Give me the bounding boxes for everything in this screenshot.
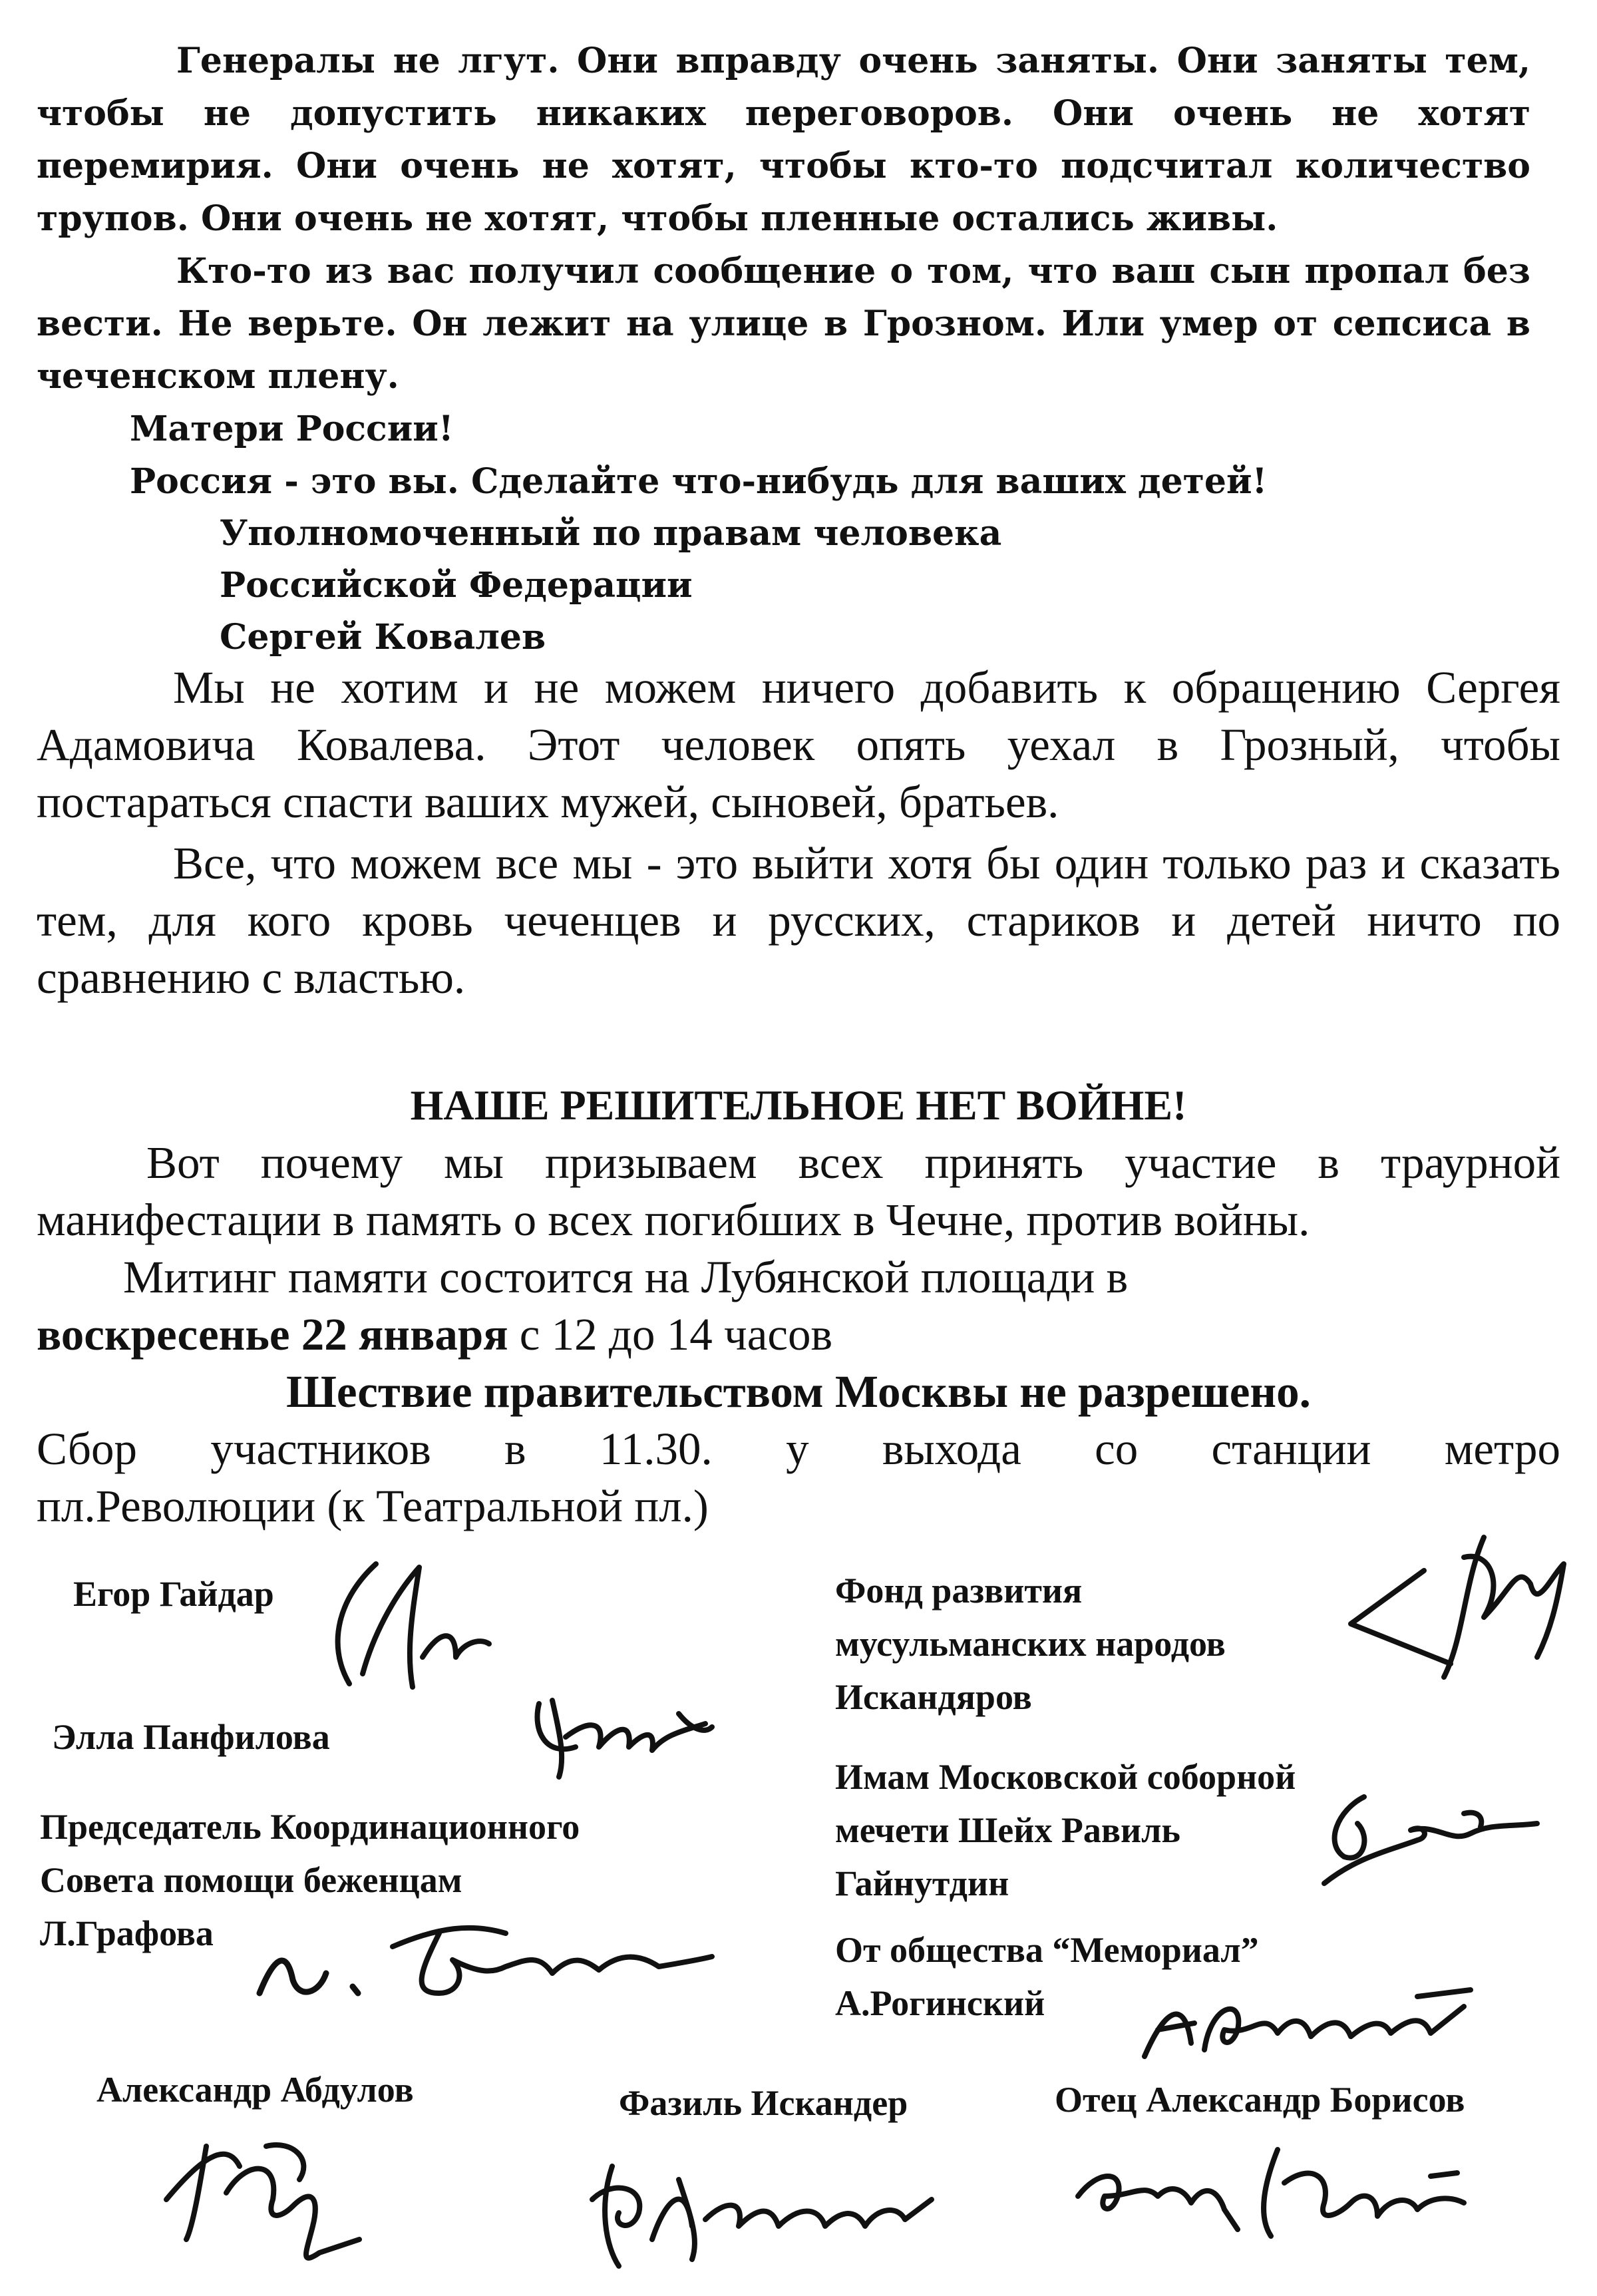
signature-borisov <box>1058 2123 1497 2249</box>
grafova-title-line-2: Совета помощи беженцам <box>40 1860 462 1900</box>
signatory-iskander: Фазиль Искандер <box>619 2083 908 2123</box>
signatory-gainutdin: Гайнутдин <box>835 1863 1009 1903</box>
meeting-place-line: Митинг памяти состоится на Лубянской площади в <box>123 1252 1129 1302</box>
no-war-heading: НАШЕ РЕШИТЕЛЬНОЕ НЕТ ВОЙНЕ! <box>410 1081 1187 1129</box>
meeting-time: с 12 до 14 часов <box>519 1309 833 1360</box>
meeting-date-line <box>37 1306 1560 1363</box>
main-appeal-continued <box>37 1077 1560 1535</box>
iskandyarov-title-line-1: Фонд развития <box>835 1571 1083 1611</box>
signature-gaidar <box>313 1551 552 1704</box>
appeal-paragraph-generals: Генералы не лгут. Они вправду очень заняты. Они заняты тем, чтобы не допустить никаких переговоров. Они очень не хотят перемирия. Они очень не хотят, чтобы кто-то подсчитал количество трупов. Они очень не хотят, чтобы пленные остались живы. <box>37 41 1530 239</box>
body-paragraph-call: Вот почему мы призываем всех принять участие в траурной манифестации в память о всех погибших в Чечне, против войны. <box>37 1137 1560 1245</box>
signatory-iskandyarov: Искандяров <box>835 1677 1032 1717</box>
signature-iskandyarov <box>1337 1524 1577 1697</box>
body-paragraph-what-we-can: Все, что можем все мы - это выйти хотя бы один только раз и сказать тем, для кого кровь чеченцев и русских, стариков и детей ничто по сравнению с властью. <box>37 838 1560 1003</box>
appeal-paragraph-missing-sons: Кто-то из вас получил сообщение о том, что ваш сын пропал без вести. Не верьте. Он лежит на улице в Грозном. Или умер от сепсиса в чеченском плену. <box>37 251 1530 397</box>
signatory-pamfilova: Элла Панфилова <box>52 1717 330 1757</box>
march-notice: Шествие правительством Москвы не разрешено. <box>286 1366 1311 1417</box>
gathering-line-1: Сбор участников в 11.30. у выхода со станции метро <box>37 1424 1560 1474</box>
author-title-line-1: Уполномоченный по правам человека <box>220 513 1002 554</box>
iskandyarov-title-line-2: мусульманских народов <box>835 1624 1226 1664</box>
signatory-grafova: Л.Графова <box>40 1913 214 1953</box>
signatory-borisov: Отец Александр Борисов <box>1055 2080 1465 2120</box>
signature-iskander <box>572 2140 945 2273</box>
signature-grafova <box>240 1893 719 2026</box>
gainutdin-title-line-1: Имам Московской соборной <box>835 1757 1296 1797</box>
author-name: Сергей Ковалев <box>220 617 546 658</box>
signatory-abdulov: Александр Абдулов <box>96 2070 414 2110</box>
signatory-roginsky: А.Рогинский <box>835 1983 1045 2023</box>
appeal-russia-line: Россия - это вы. Сделайте что-нибудь для ваших детей! <box>130 461 1268 502</box>
body-paragraph-kovalev: Мы не хотим и не можем ничего добавить к обращению Сергея Адамовича Ковалева. Этот человек опять уехал в Грозный, чтобы постараться спасти ваших мужей, сыновей, братьев. <box>37 662 1560 827</box>
grafova-title-line-1: Председатель Координационного <box>40 1807 580 1847</box>
signature-abdulov <box>146 2120 386 2273</box>
roginsky-title-line-1: От общества “Мемориал” <box>835 1930 1259 1970</box>
signature-gainutdin <box>1298 1777 1550 1903</box>
signatory-gaidar: Егор Гайдар <box>73 1574 274 1614</box>
signature-pamfilova <box>512 1684 732 1790</box>
meeting-date: воскресенье 22 января <box>37 1309 508 1360</box>
gainutdin-title-line-2: мечети Шейх Равиль <box>835 1810 1180 1850</box>
signature-roginsky <box>1131 1970 1477 2070</box>
author-title-line-2: Российской Федерации <box>220 565 693 606</box>
appeal-mothers-line: Матери России! <box>130 409 454 449</box>
kovalev-appeal <box>37 35 1530 664</box>
gathering-line-2: пл.Революции (к Театральной пл.) <box>37 1481 709 1531</box>
main-appeal <box>37 659 1560 1006</box>
